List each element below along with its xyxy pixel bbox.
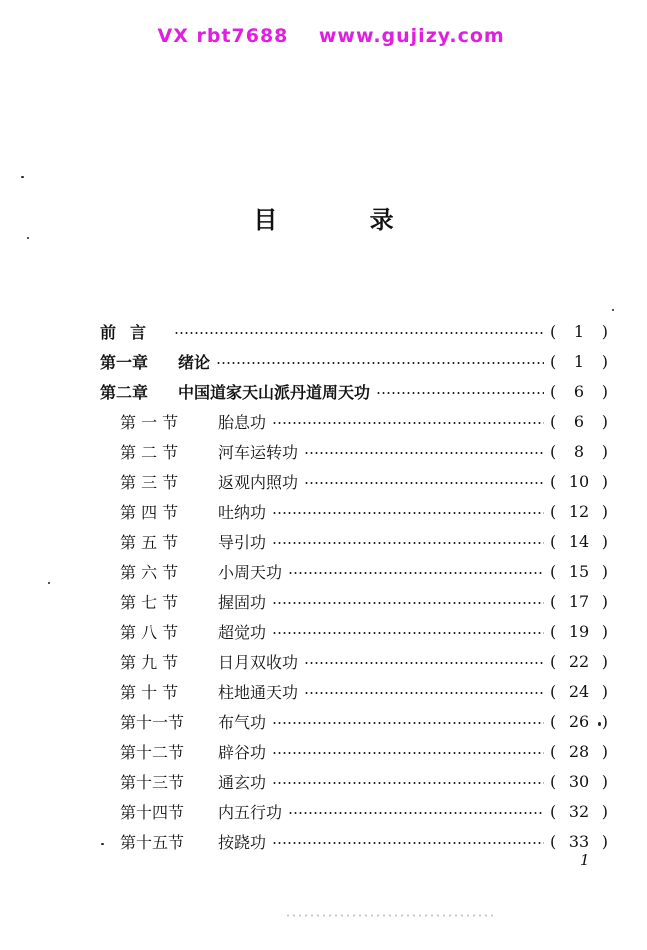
toc-title: 柱地通天功 bbox=[218, 682, 299, 702]
toc-label: 第 九 节 bbox=[120, 652, 179, 672]
toc-title: 中国道家天山派丹道周天功 bbox=[178, 382, 371, 402]
toc-page: ( 12 ) bbox=[550, 501, 608, 521]
toc-row-chapter-1 bbox=[100, 346, 608, 376]
toc-row-section bbox=[100, 736, 608, 766]
toc-page: ( 1 ) bbox=[550, 321, 608, 341]
toc-row-section bbox=[100, 766, 608, 796]
toc-page-number: 6 bbox=[573, 381, 585, 401]
toc-leader-dots bbox=[216, 362, 544, 364]
toc-label: 第十一节 bbox=[120, 712, 185, 732]
toc-page-number: 28 bbox=[568, 741, 590, 761]
toc-label: 第 三 节 bbox=[120, 472, 179, 492]
toc-leader-dots bbox=[304, 692, 544, 694]
toc-label: 第十二节 bbox=[120, 742, 185, 762]
toc-leader-dots bbox=[272, 722, 544, 724]
table-of-contents bbox=[100, 316, 608, 856]
toc-row-section bbox=[100, 586, 608, 616]
watermark bbox=[0, 3, 647, 47]
toc-title: 日月双收功 bbox=[218, 652, 299, 672]
toc-label: 第 五 节 bbox=[120, 532, 179, 552]
toc-page-number: 19 bbox=[568, 621, 590, 641]
toc-page-number: 1 bbox=[573, 351, 585, 371]
toc-page: ( 26 ) bbox=[550, 711, 608, 731]
toc-row-section bbox=[100, 706, 608, 736]
toc-label: 第 八 节 bbox=[120, 622, 179, 642]
toc-page: ( 17 ) bbox=[550, 591, 608, 611]
toc-page-number: 24 bbox=[568, 681, 590, 701]
toc-leader-dots bbox=[376, 392, 544, 394]
toc-leader-dots bbox=[288, 572, 544, 574]
toc-leader-dots bbox=[304, 452, 544, 454]
toc-label: 前言 bbox=[100, 322, 161, 342]
toc-row-preface bbox=[100, 316, 608, 346]
toc-leader-dots bbox=[272, 752, 544, 754]
toc-page-number: 10 bbox=[568, 471, 590, 491]
toc-page: ( 30 ) bbox=[550, 771, 608, 791]
toc-title: 辟谷功 bbox=[218, 742, 267, 762]
toc-label: 第 一 节 bbox=[120, 412, 179, 432]
toc-row-section bbox=[100, 406, 608, 436]
toc-leader-dots bbox=[272, 602, 544, 604]
toc-label: 第十五节 bbox=[120, 832, 185, 852]
toc-page-number: 15 bbox=[568, 561, 590, 581]
toc-row-section bbox=[100, 466, 608, 496]
toc-page-number: 8 bbox=[573, 441, 585, 461]
toc-row-section bbox=[100, 496, 608, 526]
scan-speck bbox=[48, 582, 50, 584]
toc-leader-dots bbox=[304, 482, 544, 484]
toc-leader-dots bbox=[174, 332, 544, 334]
toc-leader-dots bbox=[272, 842, 544, 844]
toc-page: ( 1 ) bbox=[550, 351, 608, 371]
watermark-right: www.gujizy.com bbox=[318, 25, 505, 47]
toc-page: ( 14 ) bbox=[550, 531, 608, 551]
toc-row-section bbox=[100, 676, 608, 706]
toc-title: 超觉功 bbox=[218, 622, 267, 642]
toc-label: 第 二 节 bbox=[120, 442, 179, 462]
toc-leader-dots bbox=[304, 662, 544, 664]
toc-row-section bbox=[100, 646, 608, 676]
toc-row-section bbox=[100, 556, 608, 586]
toc-leader-dots bbox=[272, 782, 544, 784]
toc-page: ( 24 ) bbox=[550, 681, 608, 701]
toc-page: ( 10 ) bbox=[550, 471, 608, 491]
toc-label: 第十四节 bbox=[120, 802, 185, 822]
toc-label: 第二章 bbox=[100, 382, 149, 402]
toc-page-number: 30 bbox=[568, 771, 590, 791]
toc-label: 第十三节 bbox=[120, 772, 185, 792]
toc-title: 河车运转功 bbox=[218, 442, 299, 462]
toc-leader-dots bbox=[288, 812, 544, 814]
scan-speck bbox=[101, 843, 104, 845]
toc-row-section bbox=[100, 616, 608, 646]
scan-speck bbox=[21, 176, 24, 178]
toc-row-section bbox=[100, 526, 608, 556]
toc-label: 第 十 节 bbox=[120, 682, 179, 702]
toc-row-section bbox=[100, 826, 608, 856]
toc-title: 握固功 bbox=[218, 592, 267, 612]
toc-leader-dots bbox=[272, 542, 544, 544]
scan-speck bbox=[612, 309, 614, 311]
toc-page: ( 8 ) bbox=[550, 441, 608, 461]
toc-page-number: 22 bbox=[568, 651, 590, 671]
toc-page-number: 6 bbox=[573, 411, 585, 431]
toc-page: ( 19 ) bbox=[550, 621, 608, 641]
page-title: 目 录 bbox=[253, 206, 436, 234]
toc-title: 布气功 bbox=[218, 712, 267, 732]
toc-label: 第 六 节 bbox=[120, 562, 179, 582]
toc-page-number: 26 bbox=[568, 711, 590, 731]
toc-page-number: 33 bbox=[568, 831, 590, 851]
toc-leader-dots bbox=[272, 512, 544, 514]
toc-label: 第 七 节 bbox=[120, 592, 179, 612]
toc-title: 按跷功 bbox=[218, 832, 267, 852]
toc-title: 内五行功 bbox=[218, 802, 283, 822]
toc-title: 胎息功 bbox=[218, 412, 267, 432]
scan-speck bbox=[27, 237, 29, 239]
toc-row-section bbox=[100, 436, 608, 466]
toc-leader-dots bbox=[272, 422, 544, 424]
toc-page-number: 14 bbox=[568, 531, 590, 551]
toc-page: ( 22 ) bbox=[550, 651, 608, 671]
toc-title: 绪论 bbox=[178, 352, 211, 372]
watermark-left: VX rbt7688 bbox=[157, 25, 289, 47]
toc-title: 返观内照功 bbox=[218, 472, 299, 492]
toc-title: 小周天功 bbox=[218, 562, 283, 582]
toc-page: ( 28 ) bbox=[550, 741, 608, 761]
scan-speck bbox=[598, 722, 601, 726]
toc-row-chapter-2 bbox=[100, 376, 608, 406]
toc-label: 第一章 bbox=[100, 352, 149, 372]
toc-page: ( 6 ) bbox=[550, 381, 608, 401]
toc-title: 通玄功 bbox=[218, 772, 267, 792]
toc-leader-dots bbox=[272, 632, 544, 634]
toc-title: 导引功 bbox=[218, 532, 267, 552]
toc-page: ( 33 ) bbox=[550, 831, 608, 851]
toc-label: 第 四 节 bbox=[120, 502, 179, 522]
scan-noise bbox=[285, 914, 495, 917]
toc-title: 吐纳功 bbox=[218, 502, 267, 522]
toc-page: ( 32 ) bbox=[550, 801, 608, 821]
toc-page-number: 1 bbox=[573, 321, 585, 341]
page-number: 1 bbox=[580, 851, 590, 869]
toc-page: ( 6 ) bbox=[550, 411, 608, 431]
toc-page: ( 15 ) bbox=[550, 561, 608, 581]
toc-page-number: 12 bbox=[568, 501, 590, 521]
toc-row-section bbox=[100, 796, 608, 826]
toc-page-number: 17 bbox=[568, 591, 590, 611]
toc-page-number: 32 bbox=[568, 801, 590, 821]
